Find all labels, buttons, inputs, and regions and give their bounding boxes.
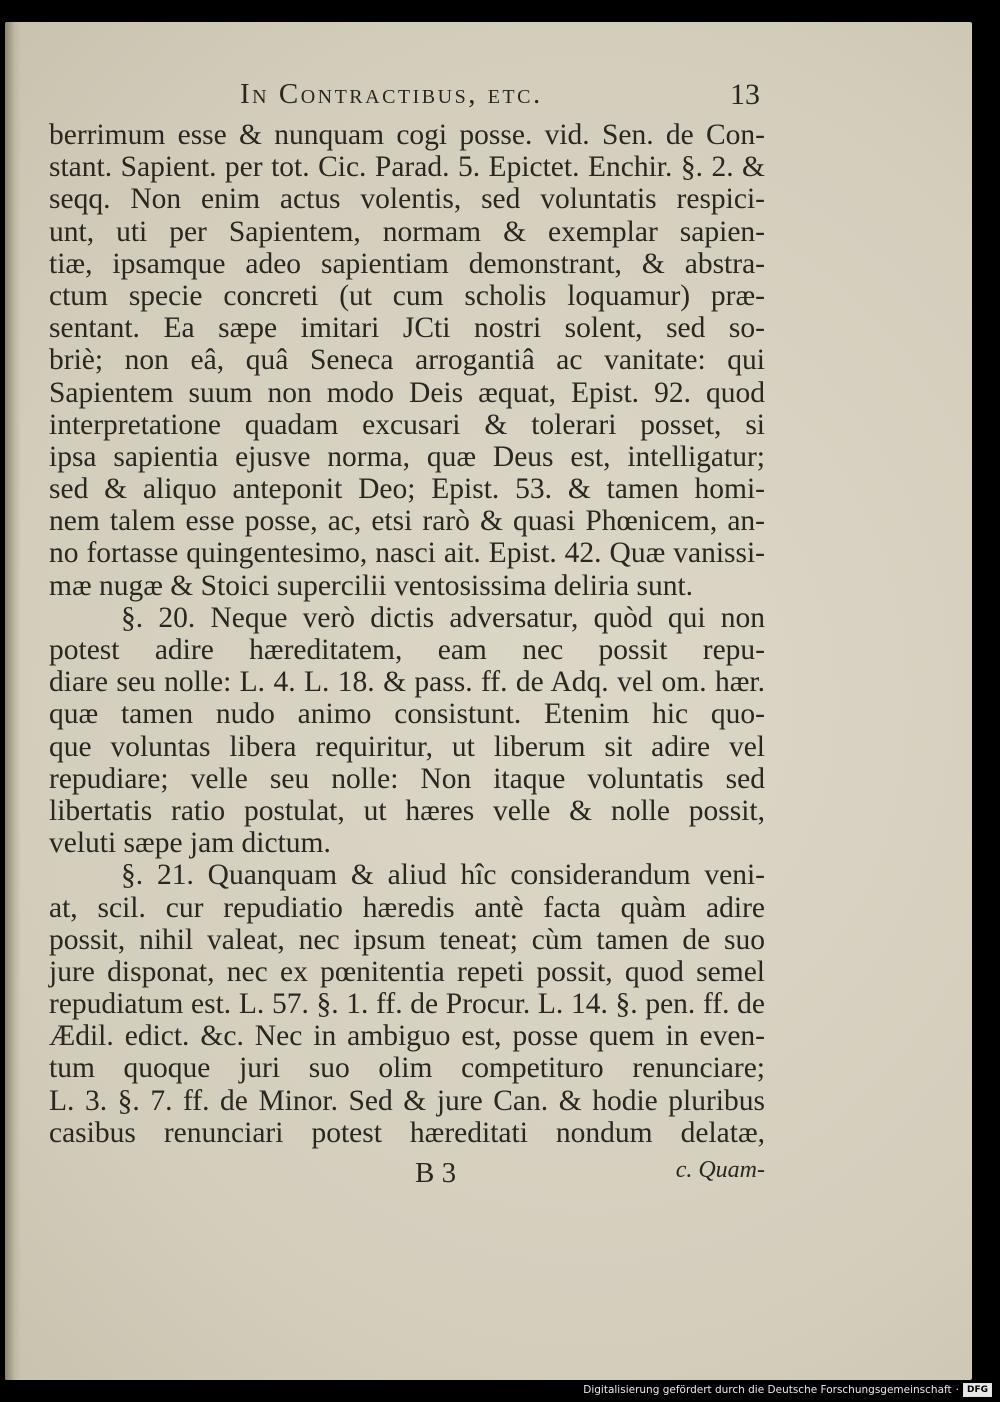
paragraph-start-20: §. 20. Neque verò dictis adversatur, quòd qui non [121,601,765,634]
text-line: sed & aliquo anteponit Deo; Epist. 53. & tamen homi- [49,473,765,506]
text-line: jure disponat, nec ex pœnitentia repeti possit, quod semel [49,955,765,988]
page-header [240,78,760,114]
paragraph-start-21: §. 21. Quanquam & aliud hîc considerandum veni- [121,859,765,892]
text-line: berrimum esse & nunquam cogi posse. vid. Sen. de Con- [49,119,765,151]
text-line: stant. Sapient. per tot. Cic. Parad. 5. Epictet. Enchir. §. 2. & [49,151,765,184]
text-line: tum quoque juri suo olim competituro renunciare; [49,1052,765,1085]
text-line: casibus renunciari potest hæreditati nondum delatæ, [49,1116,765,1149]
text-line: mæ nugæ & Stoici supercilii ventosissima deliria sunt. [49,569,694,602]
text-line: sentant. Ea sæpe imitari JCti nostri solent, sed so- [49,312,765,345]
page-gutter-shadow [5,22,21,1380]
dfg-logo: DFG [963,1383,992,1397]
credit-separator: · [955,1384,959,1396]
credit-text: Digitalisierung gefördert durch die Deutsche Forschungsgemeinschaft [583,1384,952,1396]
text-line: no fortasse quingentesimo, nasci ait. Epist. 42. Quæ vanissi- [49,537,765,570]
text-line: potest adire hæreditatem, eam nec possit repu- [49,634,765,666]
text-line: L. 3. §. 7. ff. de Minor. Sed & jure Can. & hodie pluribus [49,1084,765,1117]
body-text [49,119,765,1149]
book-page [5,22,972,1380]
text-line: possit, nihil valeat, nec ipsum teneat; cùm tamen de suo [49,923,765,956]
text-line: ctum specie concreti (ut cum scholis loquamur) præ- [49,279,765,312]
text-line: quæ tamen nudo animo consistunt. Etenim hic quo- [49,698,765,731]
text-line: que voluntas libera requiritur, ut liberum sit adire vel [49,730,765,763]
text-line: at, scil. cur repudiatio hæredis antè facta quàm adire [49,891,765,924]
text-line: unt, uti per Sapientem, normam & exemplar sapien- [49,215,765,248]
signature-mark: B 3 [415,1157,457,1189]
text-line: tiæ, ipsamque adeo sapientiam demonstrant, & abstra- [49,247,765,280]
catchword: c. Quam- [675,1157,765,1183]
running-title: In Contractibus, etc. [240,78,543,110]
text-line: diare seu nolle: L. 4. L. 18. & pass. ff. de Adq. vel om. hær. [49,666,765,699]
text-line: Ædil. edict. &c. Nec in ambiguo est, posse quem in even- [49,1020,765,1053]
text-line: nem talem esse posse, ac, etsi rarò & quasi Phœnicem, an- [49,505,765,538]
text-line: briè; non eâ, quâ Seneca arrogantiâ ac vanitate: qui [49,344,765,377]
text-line: seqq. Non enim actus volentis, sed voluntatis respici- [49,183,765,216]
page-number: 13 [730,78,760,111]
text-line: repudiatum est. L. 57. §. 1. ff. de Procur. L. 14. §. pen. ff. de [49,988,765,1021]
text-line: interpretatione quadam excusari & tolerari posset, si [49,408,765,441]
text-line: Sapientem suum non modo Deis æquat, Epist. 92. quod [49,376,765,409]
text-line: veluti sæpe jam dictum. [49,827,331,860]
text-line: libertatis ratio postulat, ut hæres velle & nolle possit, [49,794,765,827]
text-line: repudiare; velle seu nolle: Non itaque voluntatis sed [49,762,765,795]
text-line: ipsa sapientia ejusve norma, quæ Deus est, intelligatur; [49,440,765,473]
page-footer [49,1157,765,1193]
digitization-credit [583,1383,992,1397]
